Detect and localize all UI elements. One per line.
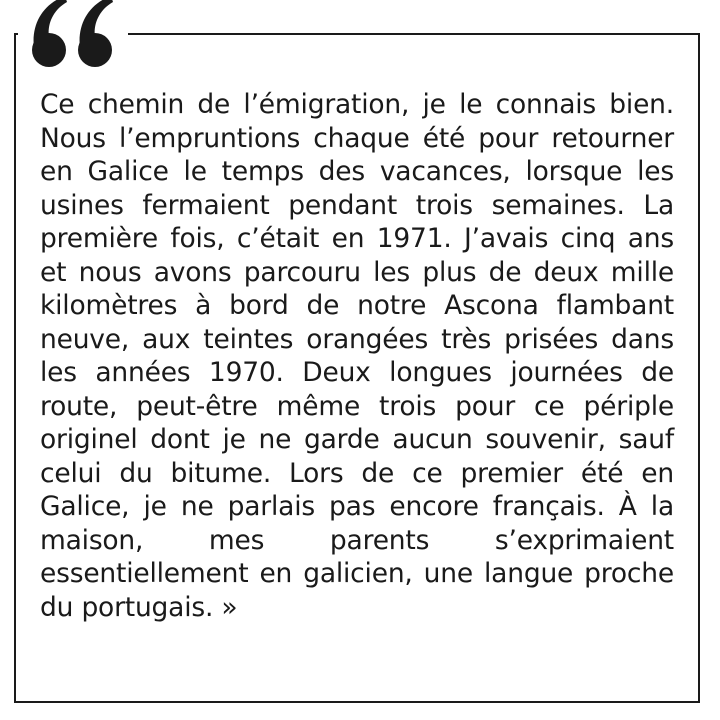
opening-quote-icon: [18, 0, 128, 82]
quote-body: Ce chemin de l’émigration, je le connais bien. Nous l’empruntions chaque été pour retourner en Galice le temps des vacances, lorsque les usines fermaient pendant trois semaines. La première fois, c’était en 1971. J’avais cinq ans et nous avons parcouru les plus de deux mille kilomètres à bord de notre Ascona flambant neuve, aux teintes orangées très prisées dans les années 1970. Deux longues journées de route, peut-être même trois pour ce périple originel dont je ne garde aucun souvenir, sauf celui du bitume. Lors de ce premier été en Galice, je ne parlais pas encore français. À la maison, mes parents s’exprimaient essentiellement en galicien, une langue proche du portugais. »: [40, 89, 674, 623]
